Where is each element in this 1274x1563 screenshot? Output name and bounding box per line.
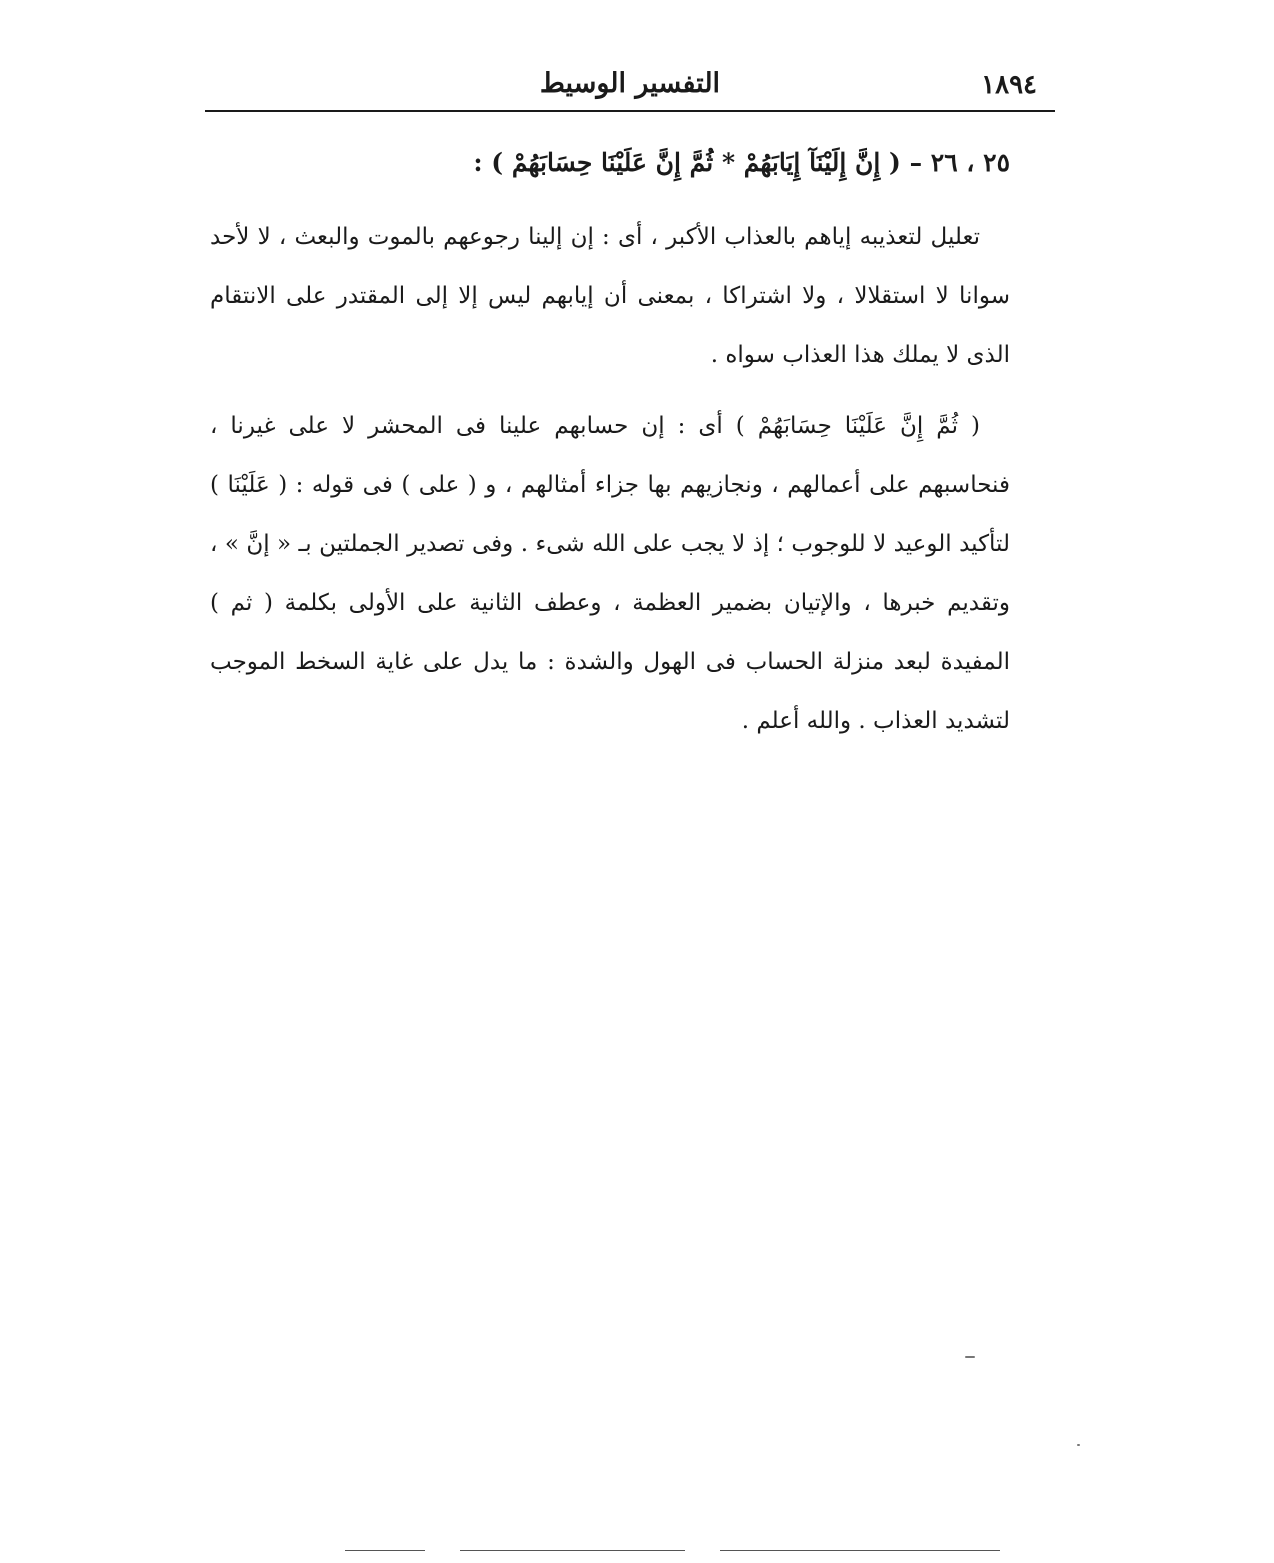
page-header <box>205 66 1055 110</box>
header-divider <box>205 110 1055 112</box>
page-body <box>210 138 1010 763</box>
footer-rule <box>720 1550 1000 1551</box>
footer-rule <box>345 1550 425 1551</box>
footer-rule <box>460 1550 685 1551</box>
paragraph-1: تعليل لتعذيبه إياهم بالعذاب الأكبر ، أى : إن إلينا رجوعهم بالموت والبعث ، لا لأحد سوانا لا استقلالا ، ولا اشتراكا ، بمعنى أن إيابهم ليس إلا إلى المقتدر على الانتقام الذى لا يملك هذا العذاب سواه . <box>210 224 1010 368</box>
scan-speck <box>965 1356 975 1358</box>
running-title: التفسير الوسيط <box>539 68 721 99</box>
scan-speck <box>1077 1444 1080 1446</box>
paragraph-2: ( ثُمَّ إِنَّ عَلَيْنَا حِسَابَهُمْ ) أى : إن حسابهم علينا فى المحشر لا على غيرنا ، فنحاسبهم على أعمالهم ، ونجازيهم بها جزاء أمثالهم ، و ( على ) فى قوله : ( عَلَيْنَا ) لتأكيد الوعيد لا للوجوب ؛ إذ لا يجب على الله شىء . وفى تصدير الجملتين بـ « إنَّ » ، وتقديم خبرها ، والإتيان بضمير العظمة ، وعطف الثانية على الأولى بكلمة ( ثم ) المفيدة لبعد منزلة الحساب فى الهول والشدة : ما يدل على غاية السخط الموجب لتشديد العذاب . والله أعلم . <box>210 413 1010 734</box>
verse-heading: ٢٥ ، ٢٦ – ( إِنَّ إِلَيْنَآ إِيَابَهُمْ * ثُمَّ إِنَّ عَلَيْنَا حِسَابَهُمْ ) : <box>473 148 1010 177</box>
page-number: ١٨٩٤ <box>981 70 1037 100</box>
